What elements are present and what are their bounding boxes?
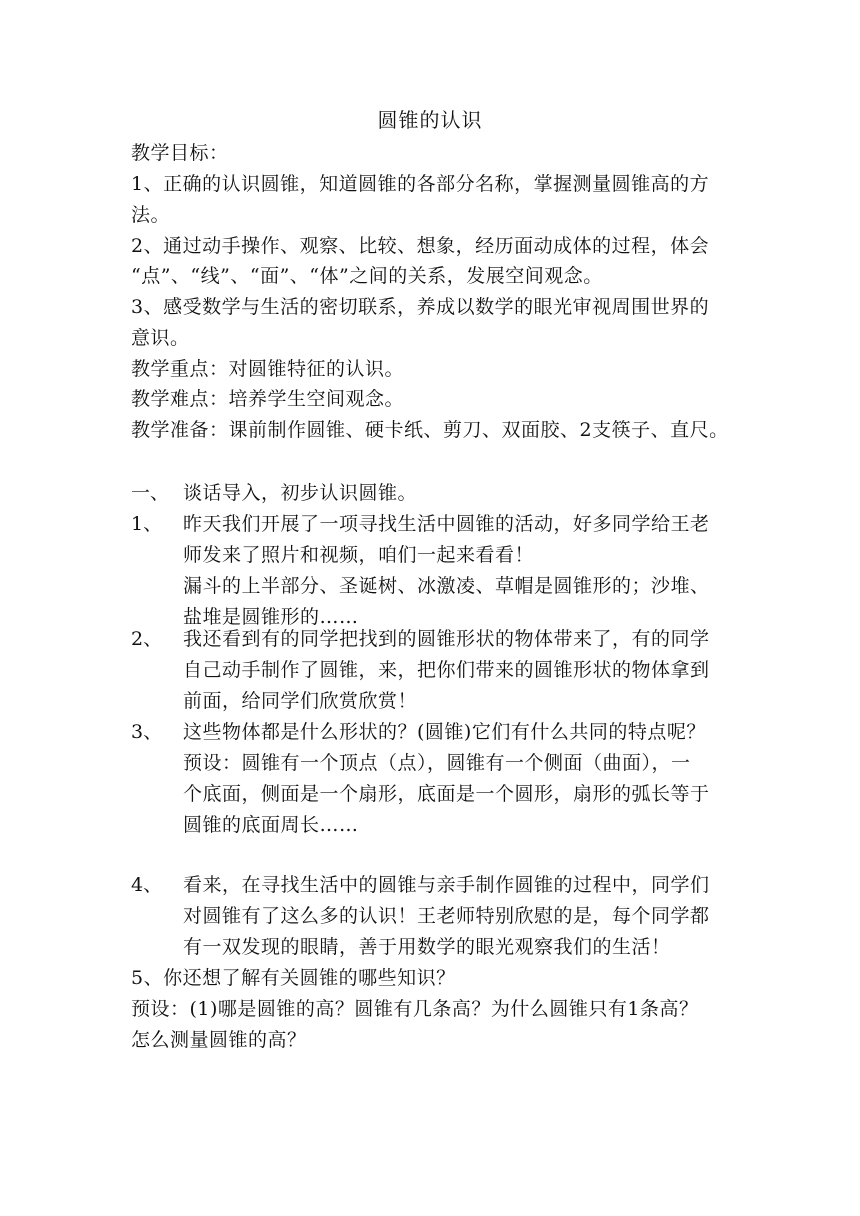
item-3-line-3: 个底面，侧面是一个扇形，底面是一个圆形，扇形的弧长等于 [183,783,710,805]
preparation: 教学准备：课前制作圆锥、硬卡纸、剪刀、双面胶、2支筷子、直尺。 [131,419,729,441]
item-3-line-2: 预设：圆锥有一个顶点（点），圆锥有一个侧面（曲面），一 [183,752,691,774]
item-1-line-1: 昨天我们开展了一项寻找生活中圆锥的活动，好多同学给王老 [183,513,710,535]
item-1-line-3: 漏斗的上半部分、圣诞树、冰激凌、草帽是圆锥形的；沙堆、 [183,575,710,597]
item-3-line-1: 这些物体都是什么形状的？(圆锥)它们有什么共同的特点呢？ [183,721,706,743]
item-3-line-4: 圆锥的底面周长…… [183,814,359,836]
objectives-heading: 教学目标： [131,142,229,164]
difficulty: 教学难点：培养学生空间观念。 [131,388,405,410]
item-1-line-4: 盐堆是圆锥形的…… [183,606,359,628]
item-3-number: 3、 [131,721,163,743]
preset-line-1: 预设：(1)哪是圆锥的高？圆锥有几条高？为什么圆锥只有1条高？ [131,998,699,1020]
item-4-line-3: 有一双发现的眼睛，善于用数学的眼光观察我们的生活！ [183,936,671,958]
item-2-line-3: 前面，给同学们欣赏欣赏！ [183,690,418,712]
key-point: 教学重点：对圆锥特征的认识。 [131,358,405,380]
objective-2-line-2: “点”、“线”、“面”、“体”之间的关系，发展空间观念。 [131,265,603,287]
item-4-line-2: 对圆锥有了这么多的认识！王老师特别欣慰的是，每个同学都 [183,905,710,927]
preset-line-2: 怎么测量圆锥的高？ [131,1029,307,1051]
item-2-line-1: 我还看到有的同学把找到的圆锥形状的物体带来了，有的同学 [183,628,710,650]
item-1-number: 1、 [131,513,163,535]
item-2-line-2: 自己动手制作了圆锥，来，把你们带来的圆锥形状的物体拿到 [183,659,710,681]
item-1-line-2: 师发来了照片和视频，咱们一起来看看！ [183,544,535,566]
section-1-number: 一、 [131,482,170,504]
objective-3-line-2: 意识。 [131,327,190,349]
item-4-line-1: 看来，在寻找生活中的圆锥与亲手制作圆锥的过程中，同学们 [183,874,710,896]
document-title: 圆锥的认识 [377,108,483,132]
objective-1-line-2: 法。 [131,204,171,226]
objective-1-line-1: 1、正确的认识圆锥，知道圆锥的各部分名称，掌握测量圆锥高的方 [131,173,710,195]
section-1-heading: 谈话导入，初步认识圆锥。 [183,482,418,504]
item-5: 5、你还想了解有关圆锥的哪些知识？ [131,967,456,989]
objective-3-line-1: 3、感受数学与生活的密切联系，养成以数学的眼光审视周围世界的 [131,296,710,318]
item-4-number: 4、 [131,874,163,896]
objective-2-line-1: 2、通过动手操作、观察、比较、想象，经历面动成体的过程，体会 [131,235,710,257]
item-2-number: 2、 [131,628,163,650]
